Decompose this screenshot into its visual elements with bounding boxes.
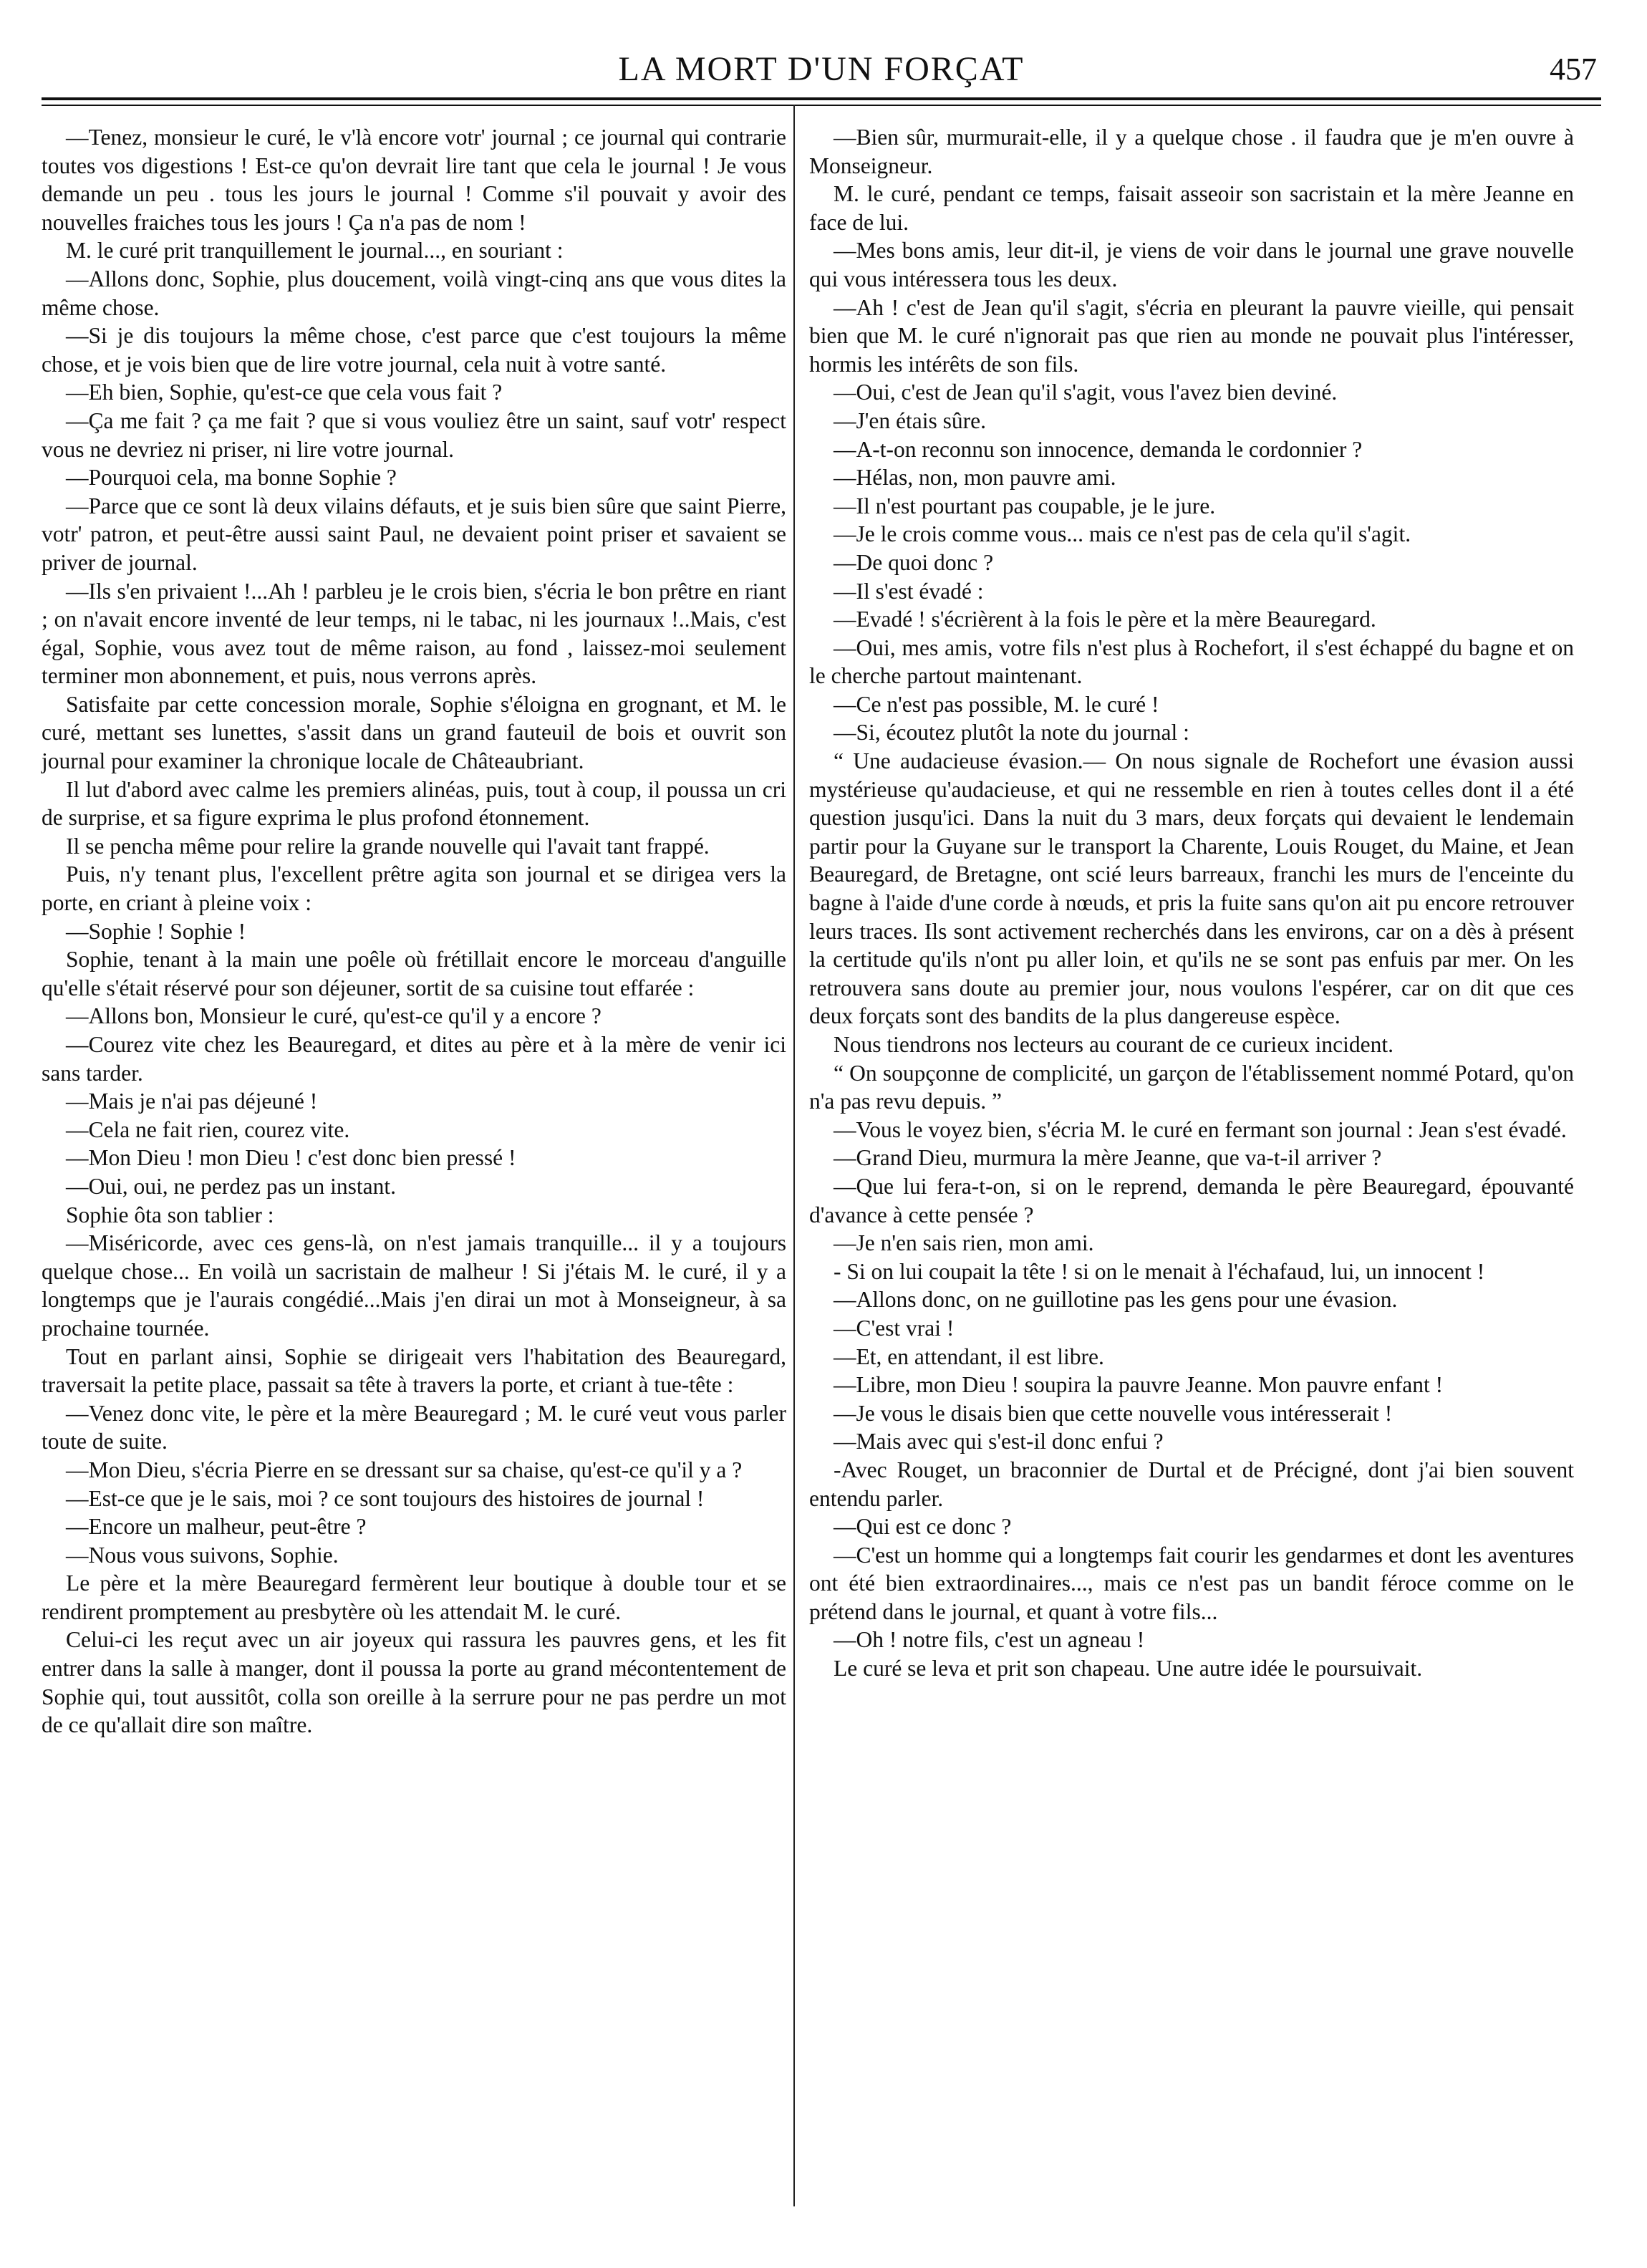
paragraph: —Evadé ! s'écrièrent à la fois le père et la mère Beauregard. <box>834 607 1376 632</box>
paragraph: —Mon Dieu ! mon Dieu ! c'est donc bien pressé ! <box>66 1145 516 1171</box>
page-number: 457 <box>1550 52 1597 87</box>
paragraph: Le père et la mère Beauregard fermèrent leur boutique à double tour et se rendirent promptement au presbytère où les attendait M. le curé. <box>42 1570 786 1624</box>
paragraph: —Eh bien, Sophie, qu'est-ce que cela vous fait ? <box>66 380 503 405</box>
paragraph: —Si, écoutez plutôt la note du journal : <box>834 720 1189 745</box>
paragraph: —Ils s'en privaient !...Ah ! parbleu je le crois bien, s'écria le bon prêtre en riant ; on n'avait encore inventé de leur temps, ni le tabac, ni les journaux !..Mais, c'est égal, Sophie, vous avez tout de même raison, au fond , laissez-moi seulement terminer mon abonnement, et puis, nous verrons après. <box>42 578 786 689</box>
paragraph: Celui-ci les reçut avec un air joyeux qui rassura les pauvres gens, et les fit entrer dans la salle à manger, dont il poussa la porte au grand mécontentement de Sophie qui, tout aussitôt, colla son oreille à la serrure pour ne pas perdre un mot de ce qu'allait dire son maître. <box>42 1627 786 1738</box>
paragraph: —Il s'est évadé : <box>834 578 984 604</box>
paragraph: Il se pencha même pour relire la grande nouvelle qui l'avait tant frappé. <box>66 833 710 859</box>
paragraph: —Pourquoi cela, ma bonne Sophie ? <box>66 465 397 491</box>
paragraph: —Qui est ce donc ? <box>834 1514 1012 1540</box>
paragraph: —De quoi donc ? <box>834 549 994 575</box>
paragraph: Il lut d'abord avec calme les premiers alinéas, puis, tout à coup, il poussa un cri de surprise, et sa figure exprima le plus profond étonnement. <box>42 776 786 831</box>
paragraph: —Et, en attendant, il est libre. <box>834 1343 1104 1369</box>
paragraph: “ On soupçonne de complicité, un garçon de l'établissement nommé Potard, qu'on n'a pas revu depuis. ” <box>809 1060 1574 1114</box>
paragraph: —Allons donc, on ne guillotine pas les gens pour une évasion. <box>834 1287 1398 1313</box>
paragraph: —Oui, oui, ne perdez pas un instant. <box>66 1173 397 1199</box>
column-divider <box>793 105 795 2206</box>
paragraph: —Allons donc, Sophie, plus doucement, voilà vingt-cinq ans que vous dites la même chose. <box>42 266 786 320</box>
paragraph: —Miséricorde, avec ces gens-là, on n'est jamais tranquille... il y a toujours quelque chose... En voilà un sacristain de malheur ! Si j'étais M. le curé, il y a longtemps que je l'aurais congédié...Mais j'en dirai un mot à Monseigneur, à sa prochaine tournée. <box>42 1230 786 1341</box>
paragraph: —Vous le voyez bien, s'écria M. le curé en fermant son journal : Jean s'est évadé. <box>834 1116 1567 1142</box>
paragraph: —C'est un homme qui a longtemps fait courir les gendarmes et dont les aventures ont été bien extraordinaires..., mais ce n'est pas un bandit féroce comme on le prétend dans le journal, et quant à votre fils... <box>809 1542 1574 1624</box>
page-header <box>42 44 1601 95</box>
paragraph: —A-t-on reconnu son innocence, demanda le cordonnier ? <box>834 436 1363 462</box>
header-rule-thick <box>42 97 1601 100</box>
left-column <box>42 123 786 1739</box>
paragraph: —Nous vous suivons, Sophie. <box>66 1542 339 1568</box>
paragraph: —Que lui fera-t-on, si on le reprend, demanda le père Beauregard, épouvanté d'avance à cette pensée ? <box>809 1173 1574 1227</box>
paragraph: Satisfaite par cette concession morale, Sophie s'éloigna en grognant, et M. le curé, mettant ses lunettes, s'assit dans un grand fauteuil de bois et ouvrit son journal pour examiner la chronique locale de Châteaubriant. <box>42 691 786 774</box>
paragraph: —Oh ! notre fils, c'est un agneau ! <box>834 1627 1145 1653</box>
paragraph: —Grand Dieu, murmura la mère Jeanne, que va-t-il arriver ? <box>834 1145 1382 1171</box>
paragraph: “ Une audacieuse évasion.— On nous signale de Rochefort une évasion aussi mystérieuse qu'audacieuse, et qui ne ressemble en rien à toutes celles dont il a été question jusqu'ici. Dans la nuit du 3 mars, deux forçats qui devaient le lendemain partir pour la Guyane sur le transport la Charente, Louis Rouget, du Maine, et Jean Beauregard, de Bretagne, ont scié leurs barreaux, franchi les murs de l'enceinte du bagne à l'aide d'une corde à nœuds, et pris la fuite sans qu'on ait pu encore retrouver leurs traces. Ils sont activement recherchés dans les environs, car on a dès à présent la certitude qu'ils n'ont pu aller loin, et qu'ils ne se sont pas enfuis par mer. On les retrouvera sans doute au premier jour, nous voulons l'espérer, car on dit que ces deux forçats sont des bandits de la plus dangereuse espèce. <box>809 748 1574 1029</box>
right-column <box>809 123 1574 1683</box>
paragraph: —Est-ce que je le sais, moi ? ce sont toujours des histoires de journal ! <box>66 1485 705 1511</box>
paragraph: —Oui, mes amis, votre fils n'est plus à Rochefort, il s'est échappé du bagne et on le cherche partout maintenant. <box>809 634 1574 689</box>
paragraph: Sophie ôta son tablier : <box>66 1202 274 1227</box>
paragraph: —Parce que ce sont là deux vilains défauts, et je suis bien sûre que saint Pierre, votr' patron, et peut-être aussi saint Paul, ne devaient point priser et savaient se priver de journal. <box>42 493 786 575</box>
paragraph: —Courez vite chez les Beauregard, et dites au père et à la mère de venir ici sans tarder. <box>42 1032 786 1086</box>
paragraph: —Mon Dieu, s'écria Pierre en se dressant sur sa chaise, qu'est-ce qu'il y a ? <box>66 1457 743 1482</box>
paragraph: —Je le crois comme vous... mais ce n'est pas de cela qu'il s'agit. <box>834 521 1411 547</box>
paragraph: —Je vous le disais bien que cette nouvelle vous intéresserait ! <box>834 1400 1393 1426</box>
header-rule-thin <box>42 105 1601 106</box>
paragraph: —J'en étais sûre. <box>834 407 986 433</box>
running-title: LA MORT D'UN FORÇAT <box>618 50 1025 88</box>
paragraph: -Avec Rouget, un braconnier de Durtal et de Précigné, dont j'ai bien souvent entendu parler. <box>809 1457 1574 1511</box>
paragraph: —Sophie ! Sophie ! <box>66 918 246 944</box>
paragraph: —Tenez, monsieur le curé, le v'là encore votr' journal ; ce journal qui contrarie toutes vos digestions ! Est-ce qu'on devrait lire tant que cela le journal ! Je vous demande un peu . tous les jours le journal ! Comme s'il pouvait y avoir des nouvelles fraiches tous les jours ! Ça n'a pas de nom ! <box>42 125 786 235</box>
paragraph: —Libre, mon Dieu ! soupira la pauvre Jeanne. Mon pauvre enfant ! <box>834 1372 1444 1398</box>
paragraph: M. le curé, pendant ce temps, faisait asseoir son sacristain et la mère Jeanne en face de lui. <box>809 181 1574 235</box>
paragraph: —Je n'en sais rien, mon ami. <box>834 1230 1094 1256</box>
paragraph: —Si je dis toujours la même chose, c'est parce que c'est toujours la même chose, et je vois bien que de lire votre journal, cela nuit à votre santé. <box>42 323 786 377</box>
paragraph: —Mais je n'ai pas déjeuné ! <box>66 1089 318 1114</box>
paragraph: —Bien sûr, murmurait-elle, il y a quelque chose . il faudra que je m'en ouvre à Monseigneur. <box>809 125 1574 178</box>
paragraph: —Encore un malheur, peut-être ? <box>66 1514 367 1540</box>
paragraph: —Mais avec qui s'est-il donc enfui ? <box>834 1429 1164 1454</box>
paragraph: Nous tiendrons nos lecteurs au courant de ce curieux incident. <box>834 1032 1394 1057</box>
paragraph: —Allons bon, Monsieur le curé, qu'est-ce qu'il y a encore ? <box>66 1003 602 1029</box>
paragraph: M. le curé prit tranquillement le journal..., en souriant : <box>66 238 564 264</box>
paragraph: Puis, n'y tenant plus, l'excellent prêtre agita son journal et se dirigea vers la porte, en criant à pleine voix : <box>42 862 786 916</box>
paragraph: —C'est vrai ! <box>834 1315 955 1341</box>
paragraph: —Il n'est pourtant pas coupable, je le jure. <box>834 493 1216 518</box>
paragraph: —Ce n'est pas possible, M. le curé ! <box>834 691 1159 717</box>
paragraph: Le curé se leva et prit son chapeau. Une autre idée le poursuivait. <box>834 1656 1423 1681</box>
paragraph: Tout en parlant ainsi, Sophie se dirigeait vers l'habitation des Beauregard, traversait la petite place, passait sa tête à travers la porte, et criant à tue-tête : <box>42 1343 786 1398</box>
paragraph: Sophie, tenant à la main une poêle où frétillait encore le morceau d'anguille qu'elle s'était réservé pour son déjeuner, sortit de sa cuisine tout effarée : <box>42 947 786 1000</box>
paragraph: —Oui, c'est de Jean qu'il s'agit, vous l'avez bien deviné. <box>834 380 1338 405</box>
paragraph: —Ah ! c'est de Jean qu'il s'agit, s'écria en pleurant la pauvre vieille, qui pensait bien que M. le curé n'ignorait pas que rien au monde ne pouvait plus l'intéresser, hormis les intérêts de son fils. <box>809 294 1574 377</box>
paragraph: —Ça me fait ? ça me fait ? que si vous vouliez être un saint, sauf votr' respect vous ne devriez ni priser, ni lire votre journal. <box>42 407 786 462</box>
paragraph: —Cela ne fait rien, courez vite. <box>66 1116 350 1142</box>
paragraph: —Venez donc vite, le père et la mère Beauregard ; M. le curé veut vous parler toute de suite. <box>42 1400 786 1454</box>
paragraph: —Hélas, non, mon pauvre ami. <box>834 465 1116 491</box>
paragraph: —Mes bons amis, leur dit-il, je viens de voir dans le journal une grave nouvelle qui vous intéressera tous les deux. <box>809 238 1574 291</box>
paragraph: - Si on lui coupait la tête ! si on le menait à l'échafaud, lui, un innocent ! <box>834 1258 1485 1284</box>
